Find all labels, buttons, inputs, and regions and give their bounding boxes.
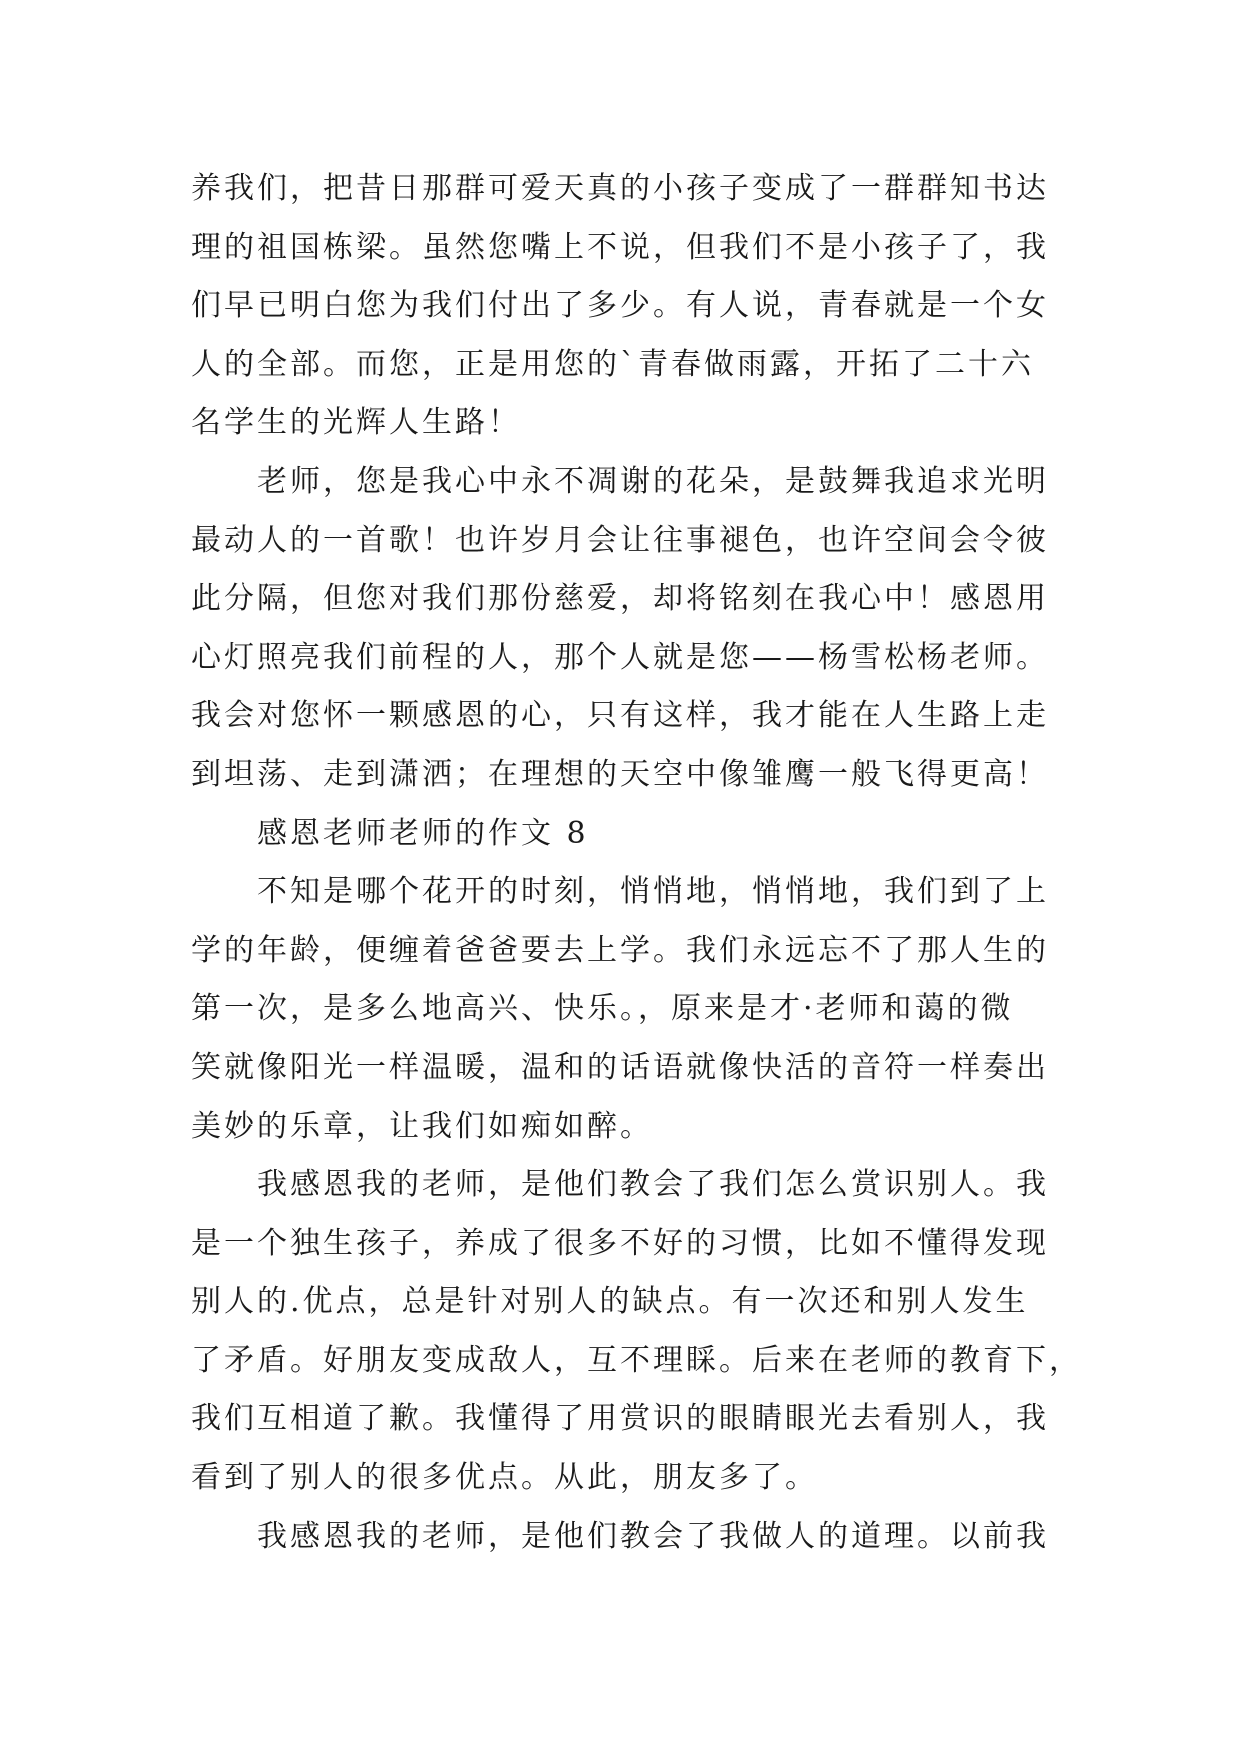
text-line: 养我们，把昔日那群可爱天真的小孩子变成了一群群知书达 — [191, 171, 1049, 206]
paragraph-first-line: 我感恩我的老师，是他们教会了我做人的道理。以前我 — [257, 1518, 1049, 1554]
text-line: 人的全部。而您，正是用您的`青春做雨露，开拓了二十六 — [191, 346, 1034, 382]
text-line: 学的年龄，便缠着爸爸要去上学。我们永远忘不了那人生的 — [191, 932, 1049, 968]
text-line: 我们互相道了歉。我懂得了用赏识的眼睛眼光去看别人，我 — [191, 1401, 1049, 1437]
paragraph-first-line: 我感恩我的老师，是他们教会了我们怎么赏识别人。我 — [257, 1167, 1049, 1203]
text-line: 看到了别人的很多优点。从此，朋友多了。 — [191, 1460, 818, 1496]
text-line: 名学生的光辉人生路！ — [191, 405, 521, 441]
text-line: 了矛盾。好朋友变成敌人，互不理睬。后来在老师的教育下， — [191, 1342, 1082, 1378]
text-line: 别人的.优点，总是针对别人的缺点。有一次还和别人发生 — [191, 1284, 1029, 1320]
text-line: 我会对您怀一颗感恩的心，只有这样，我才能在人生路上走 — [191, 698, 1049, 734]
paragraph-first-line: 老师，您是我心中永不凋谢的花朵，是鼓舞我追求光明 — [257, 463, 1049, 499]
text-line: 最动人的一首歌！也许岁月会让往事褪色，也许空间会令彼 — [191, 522, 1049, 558]
text-line: 美妙的乐章，让我们如痴如醉。 — [191, 1108, 653, 1144]
text-line: 理的祖国栋梁。虽然您嘴上不说，但我们不是小孩子了，我 — [191, 229, 1049, 265]
text-line: 第一次，是多么地高兴、快乐。，原来是才·老师和蔼的微 — [191, 991, 1014, 1027]
paragraph-first-line: 不知是哪个花开的时刻，悄悄地，悄悄地，我们到了上 — [257, 874, 1049, 910]
text-line: 心灯照亮我们前程的人，那个人就是您——杨雪松杨老师。 — [191, 639, 1049, 675]
text-line: 笑就像阳光一样温暖，温和的话语就像快活的音符一样奏出 — [191, 1049, 1049, 1085]
paragraph-first-line: 感恩老师老师的作文 8 — [257, 815, 589, 851]
essay-body — [191, 160, 1091, 1566]
text-line: 们早已明白您为我们付出了多少。有人说，青春就是一个女 — [191, 288, 1049, 324]
text-line: 到坦荡、走到潇洒；在理想的天空中像雏鹰一般飞得更高！ — [191, 756, 1049, 792]
text-line: 此分隔，但您对我们那份慈爱，却将铭刻在我心中！感恩用 — [191, 581, 1049, 617]
text-line: 是一个独生孩子，养成了很多不好的习惯，比如不懂得发现 — [191, 1225, 1049, 1261]
